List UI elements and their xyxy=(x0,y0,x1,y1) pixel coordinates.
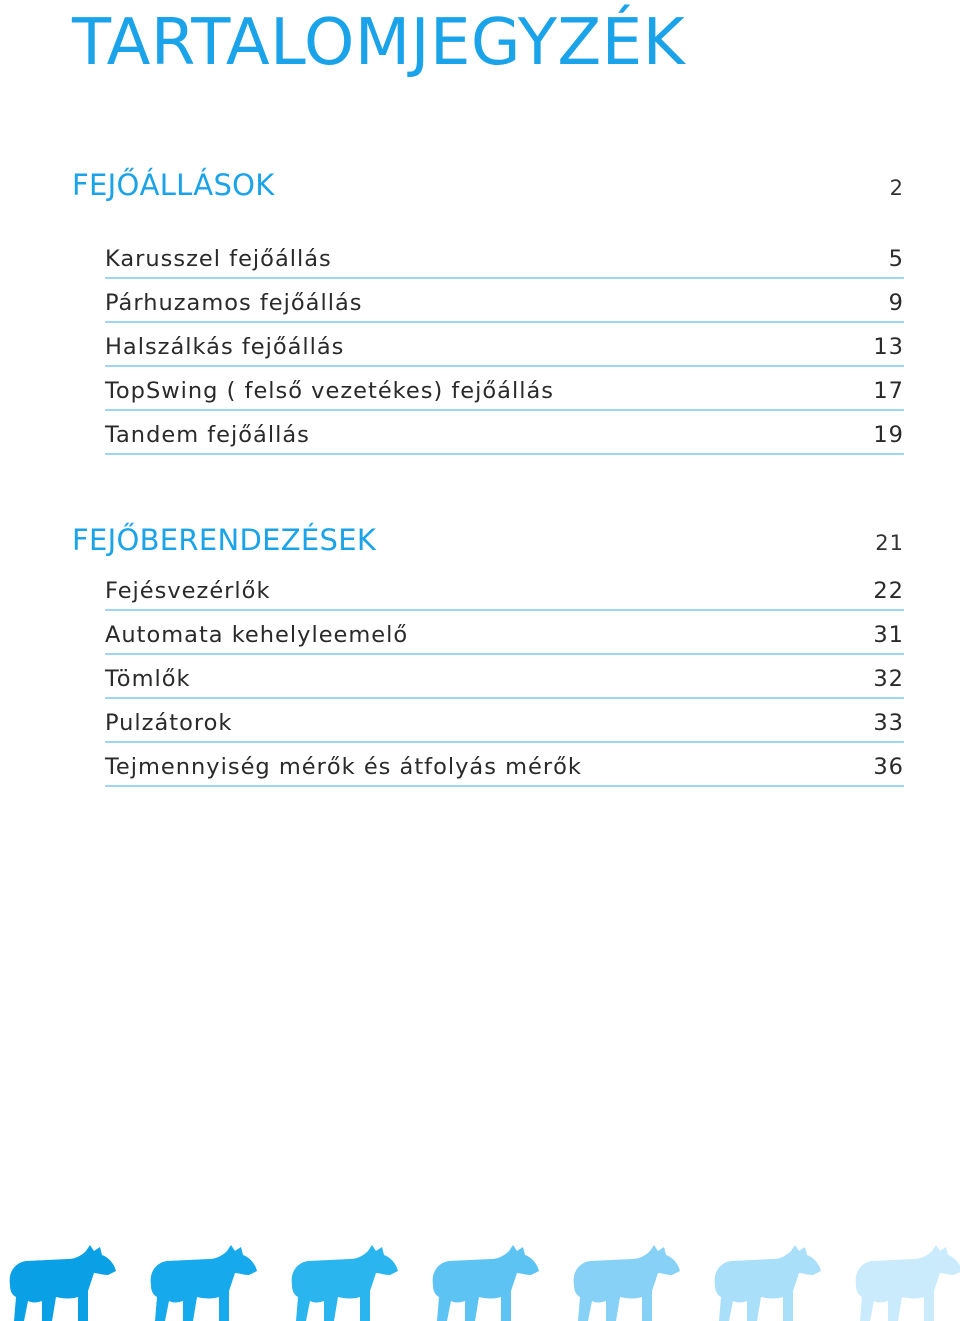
cow-icon xyxy=(429,1245,539,1321)
toc-entry[interactable] xyxy=(105,655,904,699)
cow-icon xyxy=(852,1245,960,1321)
toc-entries xyxy=(105,567,904,787)
toc-entry-page: 17 xyxy=(873,378,904,404)
toc-entry-page: 31 xyxy=(873,622,904,648)
section-title: FEJŐÁLLÁSOK xyxy=(72,168,275,202)
toc-entry-page: 22 xyxy=(873,578,904,604)
cow-icon xyxy=(147,1245,257,1321)
section-header xyxy=(72,523,904,563)
toc-section xyxy=(72,168,904,455)
toc-entry[interactable] xyxy=(105,699,904,743)
toc-entry-page: 5 xyxy=(888,246,904,272)
toc-entry[interactable] xyxy=(105,411,904,455)
cow-icon xyxy=(6,1245,116,1321)
toc-entry-label: Fejésvezérlők xyxy=(105,578,271,604)
toc-entry-label: Halszálkás fejőállás xyxy=(105,334,345,360)
toc-entry-label: Párhuzamos fejőállás xyxy=(105,290,363,316)
section-title: FEJŐBERENDEZÉSEK xyxy=(72,523,377,557)
toc-entries xyxy=(105,235,904,455)
toc-entry-label: Automata kehelyleemelő xyxy=(105,622,409,648)
toc-entry-page: 36 xyxy=(873,754,904,780)
toc-entry-label: Tejmennyiség mérők és átfolyás mérők xyxy=(105,754,582,780)
toc-entry-page: 13 xyxy=(873,334,904,360)
cow-icon xyxy=(570,1245,680,1321)
toc-entry[interactable] xyxy=(105,323,904,367)
toc-entry-page: 32 xyxy=(873,666,904,692)
section-page-number: 2 xyxy=(889,176,904,200)
toc-entry-page: 9 xyxy=(888,290,904,316)
toc-entry-label: TopSwing ( felső vezetékes) fejőállás xyxy=(105,378,554,404)
toc-entry[interactable] xyxy=(105,367,904,411)
toc-entry[interactable] xyxy=(105,279,904,323)
toc-entry[interactable] xyxy=(105,235,904,279)
toc-entry[interactable] xyxy=(105,743,904,787)
page-title: TARTALOMJEGYZÉK xyxy=(72,6,686,80)
section-header xyxy=(72,168,904,208)
toc-entry-page: 33 xyxy=(873,710,904,736)
toc-entry[interactable] xyxy=(105,611,904,655)
toc-entry-page: 19 xyxy=(873,422,904,448)
toc-section xyxy=(72,523,904,787)
cow-icon xyxy=(288,1245,398,1321)
toc-entry[interactable] xyxy=(105,567,904,611)
toc-entry-label: Tömlők xyxy=(105,666,191,692)
toc-entry-label: Tandem fejőállás xyxy=(105,422,310,448)
cow-icon xyxy=(711,1245,821,1321)
toc-entry-label: Pulzátorok xyxy=(105,710,233,736)
section-page-number: 21 xyxy=(875,531,904,555)
cow-footer xyxy=(0,1245,960,1321)
toc-entry-label: Karusszel fejőállás xyxy=(105,246,332,272)
